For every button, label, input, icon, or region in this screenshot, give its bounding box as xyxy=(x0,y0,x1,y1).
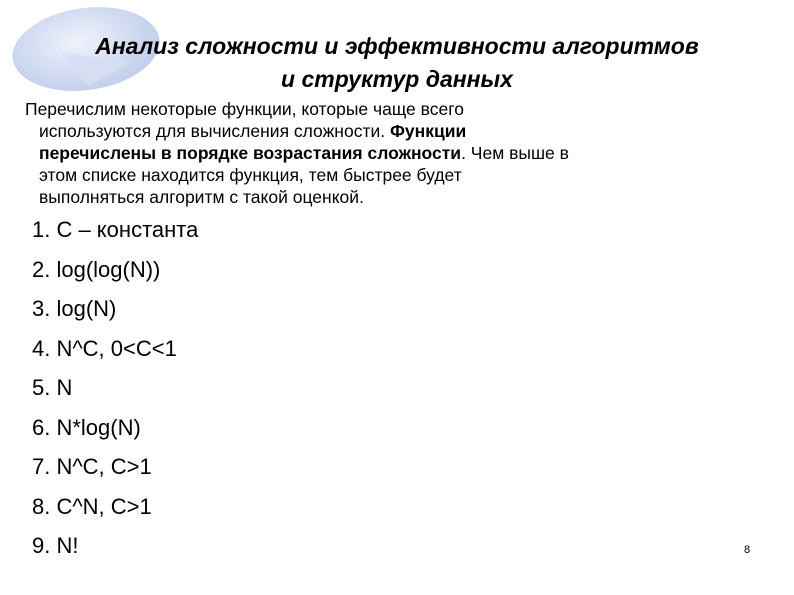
complexity-list xyxy=(32,210,198,566)
list-item: 3. log(N) xyxy=(32,296,117,321)
list-item: 6. N*log(N) xyxy=(32,414,141,440)
intro-line-3-text: . Чем выше в xyxy=(461,143,569,163)
intro-line-2 xyxy=(28,120,788,142)
intro-line-4: этом списке находится функция, тем быстрее будет xyxy=(39,165,462,185)
slide-title-line-1: Анализ сложности и эффективности алгоритмов xyxy=(95,33,699,59)
intro-line-1: Перечислим некоторые функции, которые чаще всего xyxy=(25,99,464,119)
list-item: 1. C – константа xyxy=(32,217,199,242)
list-item: 2. log(log(N)) xyxy=(32,256,161,282)
intro-line-3 xyxy=(28,142,788,164)
list-item: 5. N xyxy=(32,375,73,400)
intro-paragraph xyxy=(25,98,788,208)
intro-line-5: выполняться алгоритм с такой оценкой. xyxy=(39,187,364,207)
intro-line-2-text: используются для вычисления сложности. xyxy=(39,121,390,141)
intro-line-2-bold: Функции xyxy=(389,121,467,141)
intro-line-3-bold: перечислены в порядке возрастания сложности xyxy=(39,143,462,163)
page-number: 8 xyxy=(744,544,751,556)
list-item: 7. N^C, C>1 xyxy=(32,454,152,479)
slide-title xyxy=(0,30,794,96)
list-item: 8. C^N, C>1 xyxy=(32,493,152,519)
slide-title-line-2: и структур данных xyxy=(281,66,513,92)
list-item: 9. N! xyxy=(32,533,79,558)
list-item: 4. N^C, 0<C<1 xyxy=(32,335,177,361)
